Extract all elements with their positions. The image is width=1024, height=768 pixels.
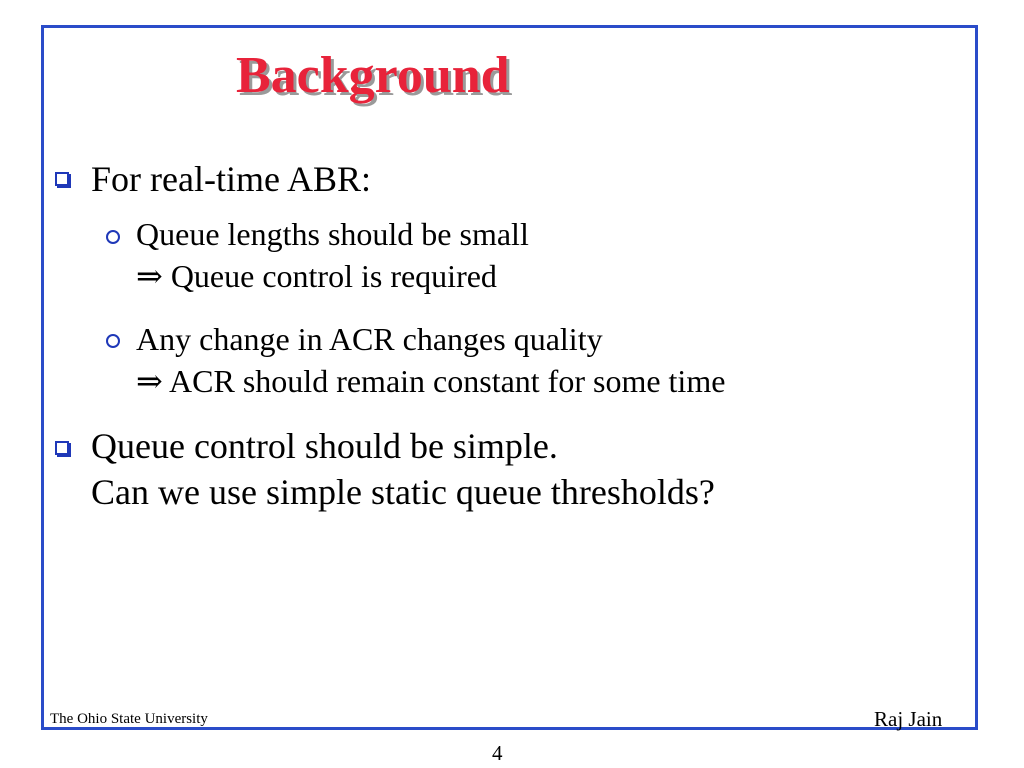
footer-author: Raj Jain <box>874 707 943 731</box>
bullet-2-line-1: Queue control should be simple. <box>91 426 558 466</box>
subitem-1-line-1: Queue lengths should be small <box>136 216 529 252</box>
square-bullet-icon <box>55 441 69 455</box>
subitem-1 <box>136 213 529 297</box>
footer-institution: The Ohio State University <box>50 711 208 727</box>
square-bullet-icon <box>55 172 69 186</box>
subitem-2-line-2: ⇒ ACR should remain constant for some time <box>136 363 726 399</box>
subitem-1-line-2: ⇒ Queue control is required <box>136 258 497 294</box>
bullet-1-text: For real-time ABR: <box>91 159 371 199</box>
subitem-2-line-1: Any change in ACR changes quality <box>136 321 603 357</box>
bullet-2 <box>91 423 715 515</box>
circle-bullet-icon <box>106 230 120 244</box>
page-number: 4 <box>492 741 503 765</box>
circle-bullet-icon <box>106 334 120 348</box>
bullet-2-line-2: Can we use simple static queue thresholds? <box>91 472 715 512</box>
subitem-2 <box>136 318 725 402</box>
slide-title: Background <box>236 47 510 104</box>
